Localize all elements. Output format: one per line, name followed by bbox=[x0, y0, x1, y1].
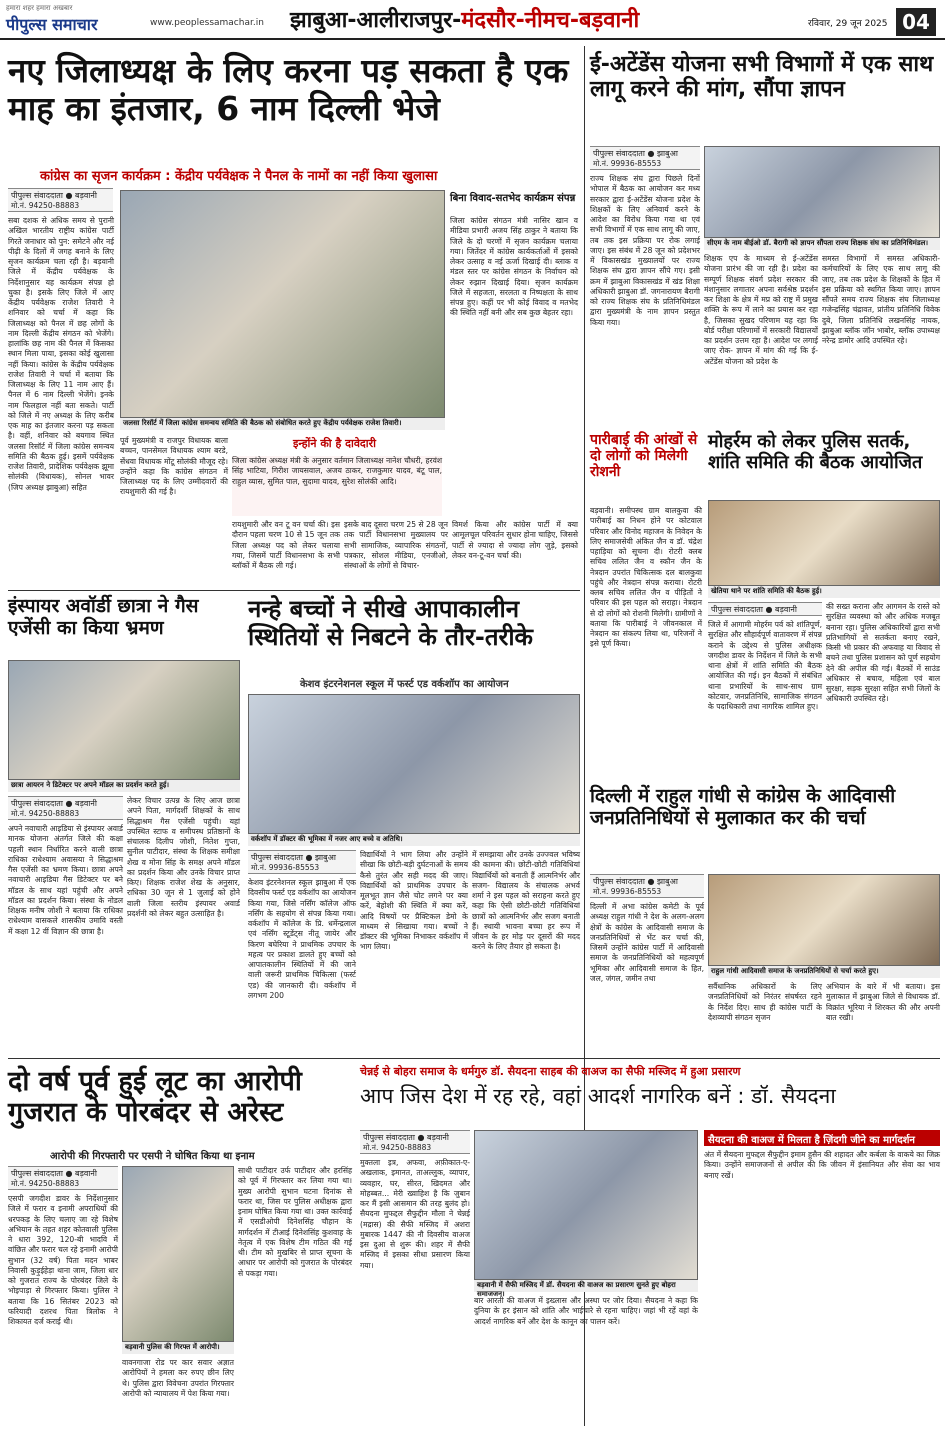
a9-col2: बार आरती की वाअज में इख्लास और अस्था पर जोर दिया। सैयदना ने कहा कि दुनिया के हर इंसान को शांति और भाईचारे से रहना चाहिए। जहां भी रहें वहां के आदर्श नागरिक बनें और देश के कानून का पालन करें। bbox=[474, 1296, 698, 1326]
a7-byline: पीपुल्स संवाददाता ● झाबुआ मो.नं. 99936-85553 bbox=[590, 874, 704, 898]
a2-photo-caption: सीएम के नाम बीईओ डॉ. बैरागी को ज्ञापन सौंपता राज्य शिक्षक संघ का प्रतिनिधिमंडल। bbox=[704, 238, 940, 250]
a4-photo-caption: खेतिया थाने पर शांति समिति की बैठक हुई। bbox=[708, 586, 940, 598]
a8-col3: वावनगाजा रोड पर कार सवार अज्ञात आरोपियों ने हमला कर रुपए छीन लिए थे। पुलिस द्वारा विवेचना उपरांत गिरफ्तार आरोपी को न्यायालय में पेश किया गया। bbox=[122, 1358, 234, 1398]
a1-side-title: बिना विवाद-सतभेद कार्यक्रम संपन्न bbox=[450, 193, 576, 204]
a9-kicker: चेन्नई से बोहरा समाज के धर्मगुरु डॉ. सैयदना साहब की वाअज का सैफी मस्जिद में हुआ प्रसारण bbox=[360, 1065, 741, 1078]
a8-byline: पीपुल्स संवाददाता ● बड़वानी मो.नं. 94250-88883 bbox=[8, 1166, 118, 1190]
a8-photo bbox=[122, 1166, 234, 1342]
a1-col6: विमर्श किया और कांग्रेस पार्टी में क्या आमूलचूल परिवर्तन सुधार होना चाहिए, जिससे पार्टी से ज्यादा से ज्यादा लोग जुड़े, इसको लेकर वन-टू-वन चर्चा की। bbox=[452, 520, 578, 560]
a2-byline: पीपुल्स संवाददाता ● झाबुआ मो.नं. 99936-85553 bbox=[590, 146, 700, 170]
a7-col1: दिल्ली में अभा कांग्रेस कमेटी के पूर्व अध्यक्ष राहुल गांधी ने देश के अलग-अलग क्षेत्रों के कांग्रेस के आदिवासी समाज के जनप्रतिनिधियों से भेंट कर चर्चा की, जिसमें उन्होंने कांग्रेस पार्टी में आदिवासी समाज के जनप्रतिनिधियों को महत्वपूर्ण भूमिका और आदिवासी समाज के हित, जल, जंगल, जमीन तथा bbox=[590, 902, 704, 983]
a5-photo bbox=[8, 660, 240, 780]
a1-headline: नए जिलाध्यक्ष के लिए करना पड़ सकता है एक माह का इंतजार, 6 नाम दिल्ली भेजे bbox=[8, 51, 569, 128]
a9-col3: अंत में सैयदना मुफद्दल सैफुद्दीन इमाम हुसैन की शहादत और कर्बला के वाकये का जिक्र किया। उन्होंने समाजजनों से अपील की कि जीवन में इंसानियत और सेवा का भाव बनाए रखें। bbox=[704, 1150, 940, 1180]
a4-headline: मोहर्रम को लेकर पुलिस सतर्क, शांति समिति की बैठक आयोजित bbox=[708, 431, 923, 473]
a9-headline: आप जिस देश में रह रहे, वहां आदर्श नागरिक बनें : डॉ. सैयदना bbox=[360, 1084, 836, 1108]
a8-headline: दो वर्ष पूर्व हुई लूट का आरोपी गुजरात के पोरबंदर से अरेस्ट bbox=[8, 1066, 302, 1129]
a4-byline: पीपुल्स संवाददाता ● बड़वानी bbox=[708, 602, 822, 616]
a5-col2: लेकर विचार उत्पन्न के लिए आज छात्रा अपने पिता, मार्गदर्शी शिक्षकों के साथ सिद्धाश्रम गैस एजेंसी पहुंची। यहां उपस्थित स्टाफ व समीपस्थ प्रतिष्ठानों के संचालक दिलीप जोशी, नितेश गुप्ता, सुनील पाटीदार, संस्था के शिक्षक समीक्षा शेख व मोना सिंह के समक्ष अपने मॉडल का प्रदर्शन किया और उनके विचार प्राप्त किए। शिक्षक राजेश शेख के अनुसार, राधिका 30 जून से 1 जुलाई को होने वाली जिला स्तरीय इंस्पायर अवार्ड प्रदर्शनी को लेकर बहुत उत्साहित है। bbox=[127, 796, 240, 918]
a5-col1: अपने नवाचारी आइडिया से इंस्पायर अवार्ड मानक योजना अंतर्गत जिले की कक्षा पहली स्थान निर्धारित करने वाली छात्रा राधिका राधेश्याम अवासया ने सिद्धाश्रम गैस एजेंसी का भ्रमण किया। छात्रा अपने नवाचारी आइडिया गैस डिटेक्टर पर बने मॉडल के साथ यहां पहुंची और अपने मॉडल का प्रदर्शन किया। संस्था के नोडल शिक्षक मनीष जोशी ने बताया कि राधिका राधेश्याम वासकले शासकीय उमावि वस्ती में कक्षा 12 वीं विज्ञान की छात्रा है। bbox=[8, 824, 123, 936]
website: www.peoplessamachar.in bbox=[150, 18, 264, 28]
a9-byline: पीपुल्स संवाददाता ● बड़वानी मो.नं. 94250-88883 bbox=[360, 1130, 470, 1154]
a6-col3: में समझाया और उनके उज्ज्वल भविष्य की कामना की। छोटी-छोटी गतिविधियां विद्यार्थियों को बनाती हैं आत्मनिर्भर और सजग- विद्यालय के संचालक अभर्व शर्मा ने इस पहल को सराहना करते हुए कहा कि ऐसी छोटी-छोटी गतिविधियां छात्रों को आत्मनिर्भर और सजग बनाती हैं। स्थायी भावना बच्चा हर रूप में जीवन के हर मोड़ पर दूसरों की मदद करने के लिए तैयार हो सकता है। bbox=[472, 850, 580, 952]
a2-col1: राज्य शिक्षक संघ द्वारा पिछले दिनों भोपाल में बैठक का आयोजन कर मध्य सरकार द्वारा ई-अटेंडेंस योजना प्रदेश के शिक्षकों के लिए अनिवार्य करने के आदेश का विरोध किया गया था एवं सभी विभागों में एक साथ लागू की जाए, तब तक इस प्रक्रिया पर रोक लगाई जाए। इस संबंध में 28 जून को प्रदेशभर में विकासखंड मुख्यालयों पर राज्य शिक्षक संघ द्वारा ज्ञापन सौंपे गए। इसी क्रम में झाबुआ विकासखंड में खंड शिक्षा अधिकारी झाबुआ डॉ. जगनारायण बैरागी को राज्य शिक्षक संघ के प्रतिनिधिमंडल द्वारा मुख्यमंत्री के नाम ज्ञापन प्रस्तुत किया गया। bbox=[590, 174, 700, 327]
a7-photo-caption: राहुल गांधी आदिवासी समाज के जनप्रतिनिधियों से चर्चा करते हुए। bbox=[708, 966, 940, 978]
a4-col1: जिले में आगामी मोहर्रम पर्व को शांतिपूर्ण, सुरक्षित और सौहार्दपूर्ण वातावरण में संपन्न कराने के उद्देश्य से पुलिस अधीक्षक जगदीश डावर के निर्देशन में जिले के सभी थाना क्षेत्रों में शांति समिति की बैठक आयोजित की गई। इन बैठकों में संबंधित थाना प्रभारियों के साथ-साथ ग्राम कोटवार, जनप्रतिनिधि, सामाजिक संगठन के पदाधिकारी तथा नागरिक शामिल हुए। bbox=[708, 620, 822, 711]
a7-col3: अभियान के बारे में भी बताया। इस मुलाकात में झाबुआ जिले से विधायक डॉ. विक्रांत भूरिया ने शिरकत की और अपनी बात रखी। bbox=[826, 982, 940, 1022]
a6-col1: केशव इंटरनेशनल स्कूल झाबुआ में एक दिवसीय फर्स्ट एड वर्कशॉप का आयोजन किया गया, जिसे नर्सिंग कॉलेज ऑफ नर्सिंग के सहयोग से संपन्न किया गया। वर्कशॉप में कॉलेज के प्रि. धर्मेन्द्रलाल एवं नर्सिंग स्टूडेंट्स नीतू जायेर और किरण बघेरिया ने प्राथमिक उपचार के महत्व पर प्रकाश डालते हुए बच्चों को आपातकालीन स्थितियों में की जाने वाली जरूरी प्राथमिक चिकित्सा (फर्स्ट एड) की जानकारी दी। वर्कशॉप में लगभग 200 bbox=[248, 878, 356, 1000]
a8-col1: एसपी जगदीश डावर के निर्देशानुसार जिले में फरार व इनामी अपराधियों की धरपकड़ के लिए चलाए जा रहे विशेष अभियान के तहत शहर कोतवाली पुलिस ने धारा 392, 120-बी भादवि में वांछित और फरार चल रहे इनामी आरोपी सुभान (32 वर्ष) पिता मदन भाबर निवासी कुड़ुईहेड़ा थाना जाम, जिला धार को गुजरात राज्य के पोरबंदर जिले के भोइपाड़ा से गिरफ्तार किया। पुलिस ने बताया कि 16 सितंबर 2023 को फरियादी दशरथ पिता त्रिलोक ने शिकायत दर्ज कराई थी। bbox=[8, 1194, 118, 1326]
a7-headline: दिल्ली में राहुल गांधी से कांग्रेस के आदिवासी जनप्रतिनिधियों से मुलाकात कर की चर्चा bbox=[590, 785, 896, 829]
a7-photo bbox=[708, 874, 940, 966]
a1-subheadline: कांग्रेस का सृजन कार्यक्रम : केंद्रीय पर्यवेक्षक ने पैनल के नामों का नहीं किया खुलासा bbox=[40, 169, 438, 184]
a8-subheadline: आरोपी की गिरफ्तारी पर एसपी ने घोषित किया था इनाम bbox=[50, 1151, 255, 1162]
a5-byline: पीपुल्स संवाददाता ● बड़वानी मो.नं. 94250-88883 bbox=[8, 796, 123, 820]
a1-col4: रायशुमारी और वन टू वन चर्चा की। इस दौरान पहला चरण 10 से 15 जून तक जिला अध्यक्ष पद को लेकर चलाया गया, जिसमें पार्टी विधानसभा के सभी ब्लॉकों में बैठक ली गई। bbox=[232, 520, 340, 570]
a6-subheadline: केशव इंटरनेशनल स्कूल में फर्स्ट एड वर्कशॉप का आयोजन bbox=[300, 679, 509, 690]
a1-photo bbox=[120, 190, 445, 418]
newspaper-logo: हमारा शहर हमारा अखबार पीपुल्स समाचार bbox=[6, 4, 98, 34]
a6-byline: पीपुल्स संवाददाता ● झाबुआ मो.नं. 99936-85553 bbox=[248, 850, 356, 874]
a1-col1: सबा दशक से अधिक समय से पुरानी अखिल भारतीय राष्ट्रीय कांग्रेस पार्टी गिरते जनाधार को पुन: समेटने और नई पीढ़ी के दिलों में जगह बनाने के लिए सृजन कार्यक्रम चला रही है। बड़वानी जिले में केंद्रीय पर्यवेक्षक के निर्देशानुसार यह कार्यक्रम संपन्न हो चुका है। इसके लिए जिले में आए केंद्रीय पर्यवेक्षक राजेश तिवारी ने शनिवार को चर्चा में कहा कि जिलाध्यक्ष को पैनल में छह लोगों के नाम दिल्ली केंद्रीय संगठन को भेजेंगे। हालांकि छह नाम की पैनल में किसका स्थान मिला पाया, इसका कोई खुलासा नहीं किया। कांग्रेस के केंद्रीय पर्यवेक्षक राजेश तिवारी ने चर्चा में बताया कि जिलाध्यक्ष के लिए 11 नाम आए हैं। पैनल में 6 नाम दिल्ली भेजेंगे। इनके नाम फिलहाल नहीं बता सकते। पार्टी को जिले में नए अध्यक्ष के लिए करीब एक माह का इंतजार करना पड़ सकता है। वहीं, शनिवार को बयगाव स्थित जलसा रिसॉर्ट में जिला कांग्रेस समन्वय समिति की बैठक हुई। इसमें पर्यवेक्षक राजेश तिवारी, प्रादेशिक पर्यवेक्षक झूमा सोलंकी (विधायक), सोनल भावर (जिप अध्यक्ष झाबुआ) सहित bbox=[8, 216, 114, 492]
a9-photo bbox=[474, 1130, 698, 1280]
a6-photo bbox=[248, 694, 580, 834]
masthead bbox=[0, 0, 945, 40]
a2-col2: शिक्षक एप के माध्यम से ई-अटेंडेंस योजना प्रारंभ की जा रही है। प्रदेश का सम्पूर्ण शिक्षक संवर्ग प्रदेश सरकार की मंशानुसार लगातार अपना सर्वश्रेष्ठ प्रदर्शन कर शिक्षा के क्षेत्र में मप्र को राष्ट्र में प्रमुख शक्ति के रूप में लाने का प्रयास कर रहा है, जिसका सुखद परिणाम यह रहा कि बोर्ड परीक्षा परिणामों में सरकारी विद्यालयों का प्रदर्शन उत्तम रहा है। आदेश पर लगाई जाए रोक- ज्ञापन में मांग की गई कि ई-अटेंडेंस योजना को प्रदेश के bbox=[704, 254, 818, 366]
a1-col3: पूर्व मुख्यमंत्री व राजपुर विधायक बाला बच्चन, पानसेमल विधायक श्याम बरडे, सेंधवा विधायक मोंटू सोलंकी मौजूद रहे। उन्होंने कहा कि कांग्रेस संगठन में जिलाध्यक्ष पद के लिए उम्मीदवारों की रायशुमारी की गई है। bbox=[120, 436, 228, 497]
a2-col3: समस्त विभागों में समस्त अधिकारी-कर्मचारियों के लिए एक साथ लागू की जाए, तब तक प्रदेश के शिक्षकों के हित में इस प्रक्रिया को स्थगित किया जाए। ज्ञापन सौंपते समय राज्य शिक्षक संघ जिलाध्यक्ष गजेन्द्रसिंह चंद्रावत, प्रांतीय प्रतिनिधि विवेक दुबे, जिला प्रतिनिधि लखनसिंह नायक, झाबुआ ब्लॉक जॉन भाबोर, ब्लॉक उपाध्यक्ष नरेन्द्र डामोर आदि उपस्थित रहे। bbox=[822, 254, 940, 345]
section-divider-2 bbox=[8, 1058, 940, 1059]
a5-photo-caption: छात्रा आयरन ने डिटेक्टर पर अपने मॉडल का प्रदर्शन करते हुई। bbox=[8, 780, 240, 792]
a9-box-title: सैयदना की वाअज में मिलता है ज़िंदगी जीने का मार्गदर्शन bbox=[704, 1130, 940, 1146]
a6-headline: नन्हे बच्चों ने सीखे आपाकालीन स्थितियों से निबटने के तौर-तरीके bbox=[248, 595, 533, 651]
a9-col1: मुक्तला इत्र, अफवा, अफ़ीकात-ए-अखलाक, इमानत, ताअल्लुक, व्यापार, व्यवहार, घर, सीरत, खिदमत और मोहब्बत... मेरी ख्वाहिश है कि जुबान कर मैं इसी आसमान की तरह बुलंद हो। सैयदना मुफद्दल सैफुद्दीन मौला ने चेन्नई (मद्रास) की सैफी मस्जिद में अशरा मुबारक 1447 की नौ दिवसीय वाअज इस दुआ से शुरू की। शहर में सैफी मस्जिद में इसका सीधा प्रसारण किया गया। bbox=[360, 1158, 470, 1270]
a5-headline: इंस्पायर अवॉर्डी छात्रा ने गैस एजेंसी का किया भ्रमण bbox=[8, 595, 199, 639]
a7-col2: सर्वैधानिक अधिकारों के लिए जनप्रतिनिधियों को निरंतर संघर्षरत रहने के निर्देश दिए। साथ ही कांग्रेस पार्टी के देशव्यापी संगठन सृजन bbox=[708, 982, 822, 1022]
edition-title: झाबुआ-आलीराजपुर-मंदसौर-नीमच-बड़वानी bbox=[290, 8, 640, 33]
a1-side-body: जिला कांग्रेस संगठन मंत्री नासिर खान व मीडिया प्रभारी अजय सिंह ठाकुर ने बताया कि जिले के दो चरणों में सृजन कार्यक्रम चलाया गया। जितेंदर में कांग्रेस कार्यकर्ताओं में इसको लेकर उत्साह व नई ऊर्जा दिखाई दी। ब्लाक व मंडल स्तर पर कांग्रेस संगठन के निर्वाचन को लेकर रुझान दिखाई दिया। सृजन कार्यक्रम जिले में सहजता, सरलता व निष्पक्षता के साथ संपन्न हुए। कहीं पर भी कोई विवाद व मतभेद की स्थिति नहीं बनी और सब कुछ बेहतर रहा। bbox=[450, 216, 578, 318]
a1-claimants-title: इन्होंने की है दावेदारी bbox=[293, 437, 376, 450]
section-divider bbox=[8, 590, 580, 591]
a6-photo-caption: वर्कशॉप में डॉक्टर की भूमिका में नजर आए बच्चे व अतिथि। bbox=[248, 834, 580, 846]
a1-claimants: जिला कांग्रेस अध्यक्ष मंत्री के अनुसार वर्तमान जिलाध्यक्ष नानेश चौधरी, हरवंश सिंह भाटिया, गिरीश जायसवाल, अजय ठाकर, राजकुमार यादव, बंटू पाल, राहुल व्यास, सुमित पाल, सुदामा यादव, सुरेश सोलंकी आदि। bbox=[232, 456, 442, 516]
a3-headline: पारीबाई की आंखों से दो लोगों को मिलेगी रोशनी bbox=[590, 432, 698, 481]
a3-body: बड़वानी। समीपस्थ ग्राम बालकुवा की पारीबाई का निधन होने पर कोटवाल परिवार और विनोद महाजन के निवेदन के लिए समाजसेवी अंकित जैन व डॉ. चंद्रेश पहाड़िया को सूचना दी। रोटरी क्लब सचिव ललित जैन व स्कौन जैन के नेत्रदान उपरांत चिकित्सक दल बालकुवा पहुंचे और नेत्रदान संपन्न कराया। रोटरी क्लब सचिव ललित जैन व पीड़ितों ने परिवार की इस पहल को सराहा। नेत्रदान से दो लोगों को रोशनी मिलेगी। ग्रामीणों ने बताया कि पारीबाई ने जीवनकाल में नेत्रदान का संकल्प लिया था, परिजनों ने इसे पूर्ण किया। bbox=[590, 506, 702, 649]
a1-col5: इसके बाद दूसरा चरण 25 से 28 जून तक पार्टी विधानसभा मुख्यालय पर सभी सामाजिक, व्यापारिक संगठनों, पत्रकार, सोशल मीडिया, एनजीओ, संस्थाओं के लोगों से विचार- bbox=[344, 520, 448, 570]
a2-photo bbox=[704, 146, 940, 238]
a6-col2: विद्यार्थियों ने भाग लिया और उन्होंने सीखा कि छोटी-बड़ी दुर्घटनाओं के समय कैसे तुरंत और सही मदद की जाए। विद्यार्थियों को प्राथमिक उपचार के मूलभूत ज्ञान जैसे चोट लगने पर क्या करें, बेहोशी की स्थिति में क्या करें, आदि विषयों पर प्रैक्टिकल डेमो के माध्यम से सिखाया गया। बच्चों ने डॉक्टर की भूमिका निभाकर वर्कशॉप में भाग लिया। bbox=[360, 850, 468, 952]
a2-headline: ई-अटेंडेंस योजना सभी विभागों में एक साथ लागू करने की मांग, सौंपा ज्ञापन bbox=[590, 52, 934, 103]
a4-photo bbox=[708, 500, 940, 586]
a9-photo-caption: बड़वानी में सैफी मस्जिद में डॉ. सैयदना की वाअज का प्रसारण सुनते हुए बोहरा समाजजन। bbox=[474, 1280, 698, 1292]
a4-col2: की सख्त कराना और आगमन के रास्ते को सुरक्षित व्यवस्था को और अधिक मजबूत बनाना रहा। पुलिस अधिकारियों द्वारा सभी प्रतिभागियों से सतर्कता बनाए रखने, किसी भी प्रकार की अफवाह या विवाद से बचने तथा पुलिस प्रशासन को पूर्ण सहयोग देने की अपील की गई। बैठकों में साउंड अधिकार से बचाव, महिला एवं बाल सुरक्षा, सड़क सुरक्षा सहित सभी जिलों के अधिकारी उपस्थित रहे। bbox=[826, 602, 940, 704]
a8-col2: साथी पाटीदार उर्फ पाटीदार और हरसिंह को पूर्व में गिरफ्तार कर लिया गया था। मुख्य आरोपी सुभान घटना दिनांक से फरार था, जिस पर पुलिस अधीक्षक द्वारा इनाम घोषित किया गया था। उक्त कार्रवाई में एसडीओपी दिनेशसिंह चौहान के मार्गदर्शन में टीआई दिनेशसिंह कुशवाह के नेतृत्व में एक विशेष टीम गठित की गई थी। टीम को मुखबिर से प्राप्त सूचना के आधार पर आरोपी को गुजरात के पोरबंदर से पकड़ा गया। bbox=[238, 1166, 352, 1278]
a8-photo-caption: बड़वानी पुलिस की गिरफ्त में आरोपी। bbox=[122, 1342, 234, 1354]
page-number: 04 bbox=[896, 8, 936, 36]
a1-byline: पीपुल्स संवाददाता ● बड़वानी मो.नं. 94250-88883 bbox=[8, 188, 113, 212]
issue-date: रविवार, 29 जून 2025 bbox=[808, 19, 888, 29]
a1-photo-caption: जलसा रिसॉर्ट में जिला कांग्रेस समन्वय समिति की बैठक को संबोधित करते हुए केंद्रीय पर्यवेक्षक राजेश तिवारी। bbox=[120, 418, 445, 430]
